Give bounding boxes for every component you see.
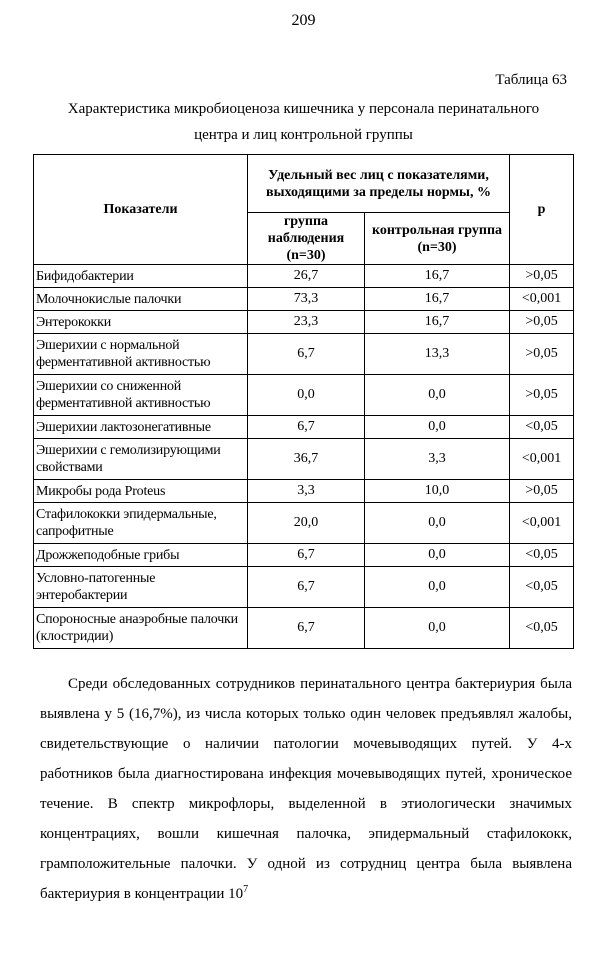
row-p: <0,05	[510, 544, 574, 567]
row-name: Эшерихии с нормальной ферментативной активностью	[34, 334, 248, 375]
row-p: >0,05	[510, 480, 574, 503]
row-p: <0,05	[510, 416, 574, 439]
row-observation: 6,7	[248, 334, 365, 375]
header-control: контрольная группа (n=30)	[365, 213, 510, 265]
paragraph-superscript: 7	[243, 884, 249, 895]
row-name: Дрожжеподобные грибы	[34, 544, 248, 567]
microbiocenosis-table	[33, 154, 574, 649]
row-p: <0,05	[510, 567, 574, 608]
row-control: 0,0	[365, 544, 510, 567]
row-observation: 3,3	[248, 480, 365, 503]
row-observation: 0,0	[248, 375, 365, 416]
table-row	[34, 265, 574, 288]
row-observation: 6,7	[248, 416, 365, 439]
table-row	[34, 311, 574, 334]
row-observation: 6,7	[248, 567, 365, 608]
row-p: <0,001	[510, 503, 574, 544]
table-row	[34, 375, 574, 416]
row-control: 3,3	[365, 439, 510, 480]
row-observation: 6,7	[248, 544, 365, 567]
paragraph-text: Среди обследованных сотрудников перинатального центра бактериурия была выявлена у 5 (16,7%), из числа которых только один человек предъявлял жалобы, свидетельствующие о наличии патологии мочевыводящих путей. У 4-х работников была диагностирована инфекция мочевыводящих путей, хроническое течение. В спектр микрофлоры, выделенной в этиологически значимых концентрациях, вошли кишечная палочка, эпидермальный стафилококк, грамположительные палочки. У одной из сотрудниц центра была выявлена бактериурия в концентрации 10	[40, 676, 572, 902]
row-control: 16,7	[365, 311, 510, 334]
row-p: <0,001	[510, 439, 574, 480]
row-p: >0,05	[510, 334, 574, 375]
row-name: Спороносные анаэробные палочки (клостридии)	[34, 608, 248, 649]
row-p: >0,05	[510, 375, 574, 416]
page-number: 209	[291, 12, 316, 29]
body-paragraph	[40, 669, 572, 909]
caption-line-2: центра и лиц контрольной группы	[194, 127, 413, 143]
row-control: 16,7	[365, 288, 510, 311]
row-observation: 36,7	[248, 439, 365, 480]
table-row	[34, 334, 574, 375]
row-p: >0,05	[510, 265, 574, 288]
row-name: Эшерихии лактозонегативные	[34, 416, 248, 439]
table-row	[34, 439, 574, 480]
row-p: <0,001	[510, 288, 574, 311]
table-row	[34, 544, 574, 567]
header-group: Удельный вес лиц с показателями, выходящими за пределы нормы, %	[248, 155, 510, 213]
row-name: Эшерихии с гемолизирующими свойствами	[34, 439, 248, 480]
table-label: Таблица 63	[495, 72, 567, 88]
row-name: Молочнокислые палочки	[34, 288, 248, 311]
header-indicator: Показатели	[34, 155, 248, 265]
row-observation: 6,7	[248, 608, 365, 649]
row-name: Микробы рода Proteus	[34, 480, 248, 503]
row-name: Бифидобактерии	[34, 265, 248, 288]
table-row	[34, 503, 574, 544]
row-control: 0,0	[365, 567, 510, 608]
table-row	[34, 288, 574, 311]
row-p: >0,05	[510, 311, 574, 334]
row-p: <0,05	[510, 608, 574, 649]
row-observation: 20,0	[248, 503, 365, 544]
row-name: Стафилококки эпидермальные, сапрофитные	[34, 503, 248, 544]
table-row	[34, 567, 574, 608]
row-control: 0,0	[365, 608, 510, 649]
row-observation: 26,7	[248, 265, 365, 288]
row-control: 16,7	[365, 265, 510, 288]
table-caption	[0, 96, 607, 148]
header-p: р	[510, 155, 574, 265]
header-observation: группа наблюдения (n=30)	[248, 213, 365, 265]
table-row	[34, 416, 574, 439]
row-control: 13,3	[365, 334, 510, 375]
table-row	[34, 608, 574, 649]
row-control: 0,0	[365, 503, 510, 544]
caption-line-1: Характеристика микробиоценоза кишечника у персонала перинатального	[67, 101, 540, 117]
table-row	[34, 480, 574, 503]
row-control: 0,0	[365, 416, 510, 439]
row-observation: 73,3	[248, 288, 365, 311]
row-name: Условно-патогенные энтеробактерии	[34, 567, 248, 608]
row-control: 10,0	[365, 480, 510, 503]
row-name: Энтерококки	[34, 311, 248, 334]
row-control: 0,0	[365, 375, 510, 416]
row-observation: 23,3	[248, 311, 365, 334]
row-name: Эшерихии со сниженной ферментативной активностью	[34, 375, 248, 416]
